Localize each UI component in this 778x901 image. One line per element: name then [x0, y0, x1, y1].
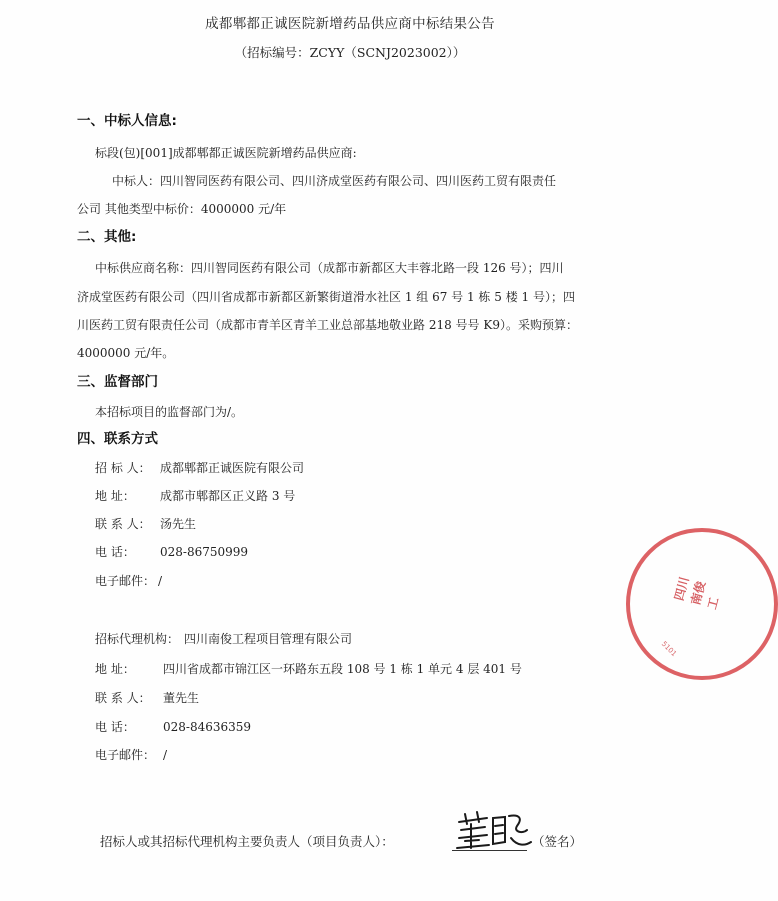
tenderer-address-label: 地 址：	[95, 489, 135, 503]
tenderer-label: 招 标 人：	[95, 461, 151, 475]
agency-email: /	[163, 748, 168, 762]
tenderer-email: /	[158, 574, 163, 588]
agency-phone-label: 电 话：	[95, 720, 135, 734]
agency-label: 招标代理机构：	[95, 632, 180, 646]
supplier-line-4: 4000000 元/年。	[77, 346, 175, 360]
agency-contact: 董先生	[163, 691, 200, 705]
supervision-line: 本招标项目的监督部门为/。	[95, 405, 244, 419]
tenderer-contact: 汤先生	[160, 517, 197, 531]
section-heading-supervision: 三、监督部门	[77, 374, 158, 390]
seal-text: 四川南俊工	[671, 575, 722, 611]
agency-email-label: 电子邮件：	[95, 748, 156, 762]
lot-line: 标段(包)[001]成都郫都正诚医院新增药品供应商:	[95, 146, 357, 160]
winner-price-line: 公司 其他类型中标价：4000000 元/年	[77, 202, 287, 216]
section-heading-contact: 四、联系方式	[77, 431, 158, 447]
supplier-line-3: 川医药工贸有限责任公司（成都市青羊区青羊工业总部基地敬业路 218 号号 K9）。采购预算：	[77, 318, 578, 332]
section-heading-winner: 一、中标人信息:	[77, 113, 177, 129]
page-title: 成都郫都正诚医院新增药品供应商中标结果公告	[205, 16, 495, 32]
tenderer-value: 成都郫都正诚医院有限公司	[160, 461, 305, 475]
winner-line: 中标人：四川智同医药有限公司、四川济成堂医药有限公司、四川医药工贸有限责任	[112, 174, 557, 188]
tenderer-phone-label: 电 话：	[95, 545, 135, 559]
supplier-line-1: 中标供应商名称：四川智同医药有限公司（成都市新都区大丰蓉北路一段 126 号）；四川	[95, 261, 564, 275]
handwritten-signature	[453, 808, 533, 854]
agency-address-label: 地 址：	[95, 662, 135, 676]
tenderer-email-label: 电子邮件：	[95, 574, 156, 588]
tenderer-address: 成都市郫都区正义路 3 号	[160, 489, 296, 503]
seal-number: 5101	[659, 639, 679, 659]
signature-prefix: 招标人或其招标代理机构主要负责人（项目负责人）：	[100, 834, 394, 849]
agency-phone: 028-84636359	[163, 720, 252, 734]
agency-address: 四川省成都市锦江区一环路东五段 108 号 1 栋 1 单元 4 层 401 号	[163, 662, 522, 676]
supplier-line-2: 济成堂医药有限公司（四川省成都市新都区新繁街道滑水社区 1 组 67 号 1 栋 5 楼 1 号）；四	[77, 290, 575, 304]
signature-suffix: （签名）	[532, 834, 583, 849]
tenderer-phone: 028-86750999	[160, 545, 249, 559]
signature-underline	[452, 850, 527, 851]
agency-value: 四川南俊工程项目管理有限公司	[184, 632, 353, 646]
tenderer-contact-label: 联 系 人：	[95, 517, 151, 531]
section-heading-other: 二、其他:	[77, 229, 137, 245]
tender-number: （招标编号：ZCYY（SCNJ2023002））	[234, 45, 466, 60]
agency-contact-label: 联 系 人：	[95, 691, 151, 705]
